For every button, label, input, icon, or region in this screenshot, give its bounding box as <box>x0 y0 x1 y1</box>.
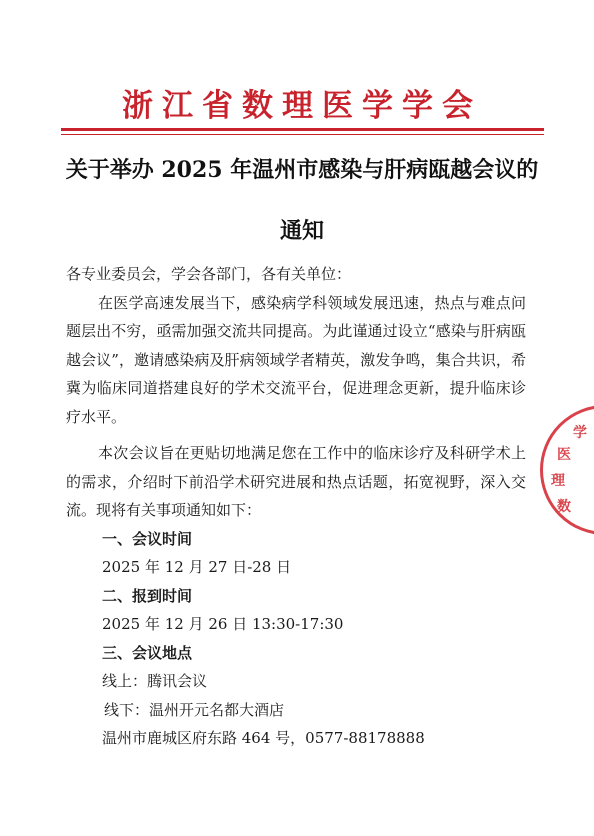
venue-offline: 线下：温州开元名都大酒店 <box>104 700 285 719</box>
official-seal-stamp <box>540 405 594 535</box>
seal-char: 理 <box>551 473 565 489</box>
paragraph-purpose: 本次会议旨在更贴切地满足您在工作中的临床诊疗及科研学术上的需求，介绍时下前沿学术研究进展和热点话题，拓宽视野，深入交流。现将有关事项通知如下： <box>66 444 526 519</box>
seal-char: 学 <box>573 425 587 441</box>
section-heading-registration-time: 二、报到时间 <box>102 586 193 605</box>
seal-char: 数 <box>557 499 571 515</box>
seal-char: 医 <box>557 447 571 463</box>
header-rule-thick <box>61 128 544 131</box>
meeting-time-value: 2025 年 12 月 27 日-28 日 <box>102 558 292 576</box>
notice-title-line1: 关于举办 2025 年温州市感染与肝病瓯越会议的 <box>65 157 539 183</box>
venue-online: 线上：腾讯会议 <box>102 672 208 690</box>
salutation: 各专业委员会，学会各部门，各有关单位： <box>66 265 352 283</box>
section-heading-meeting-time: 一、会议时间 <box>102 529 193 548</box>
organization-header: 浙江省数理医学学会 <box>122 88 482 124</box>
section-heading-venue: 三、会议地点 <box>102 643 193 662</box>
header-rule-thin <box>61 134 544 135</box>
notice-body <box>66 260 526 753</box>
notice-title-line2: 通知 <box>279 218 324 244</box>
venue-address: 温州市鹿城区府东路 464 号，0577-88178888 <box>102 729 425 747</box>
registration-time-value: 2025 年 12 月 26 日 13:30-17:30 <box>102 615 344 633</box>
paragraph-background: 在医学高速发展当下，感染病学科领域发展迅速，热点与难点问题层出不穷，亟需加强交流共同提高。为此谨通过设立“感染与肝病瓯越会议”，邀请感染病及肝病领域学者精英，激发争鸣，集合共识，希冀为临床同道搭建良好的学术交流平台，促进理念更新，提升临床诊疗水平。 <box>66 293 526 426</box>
